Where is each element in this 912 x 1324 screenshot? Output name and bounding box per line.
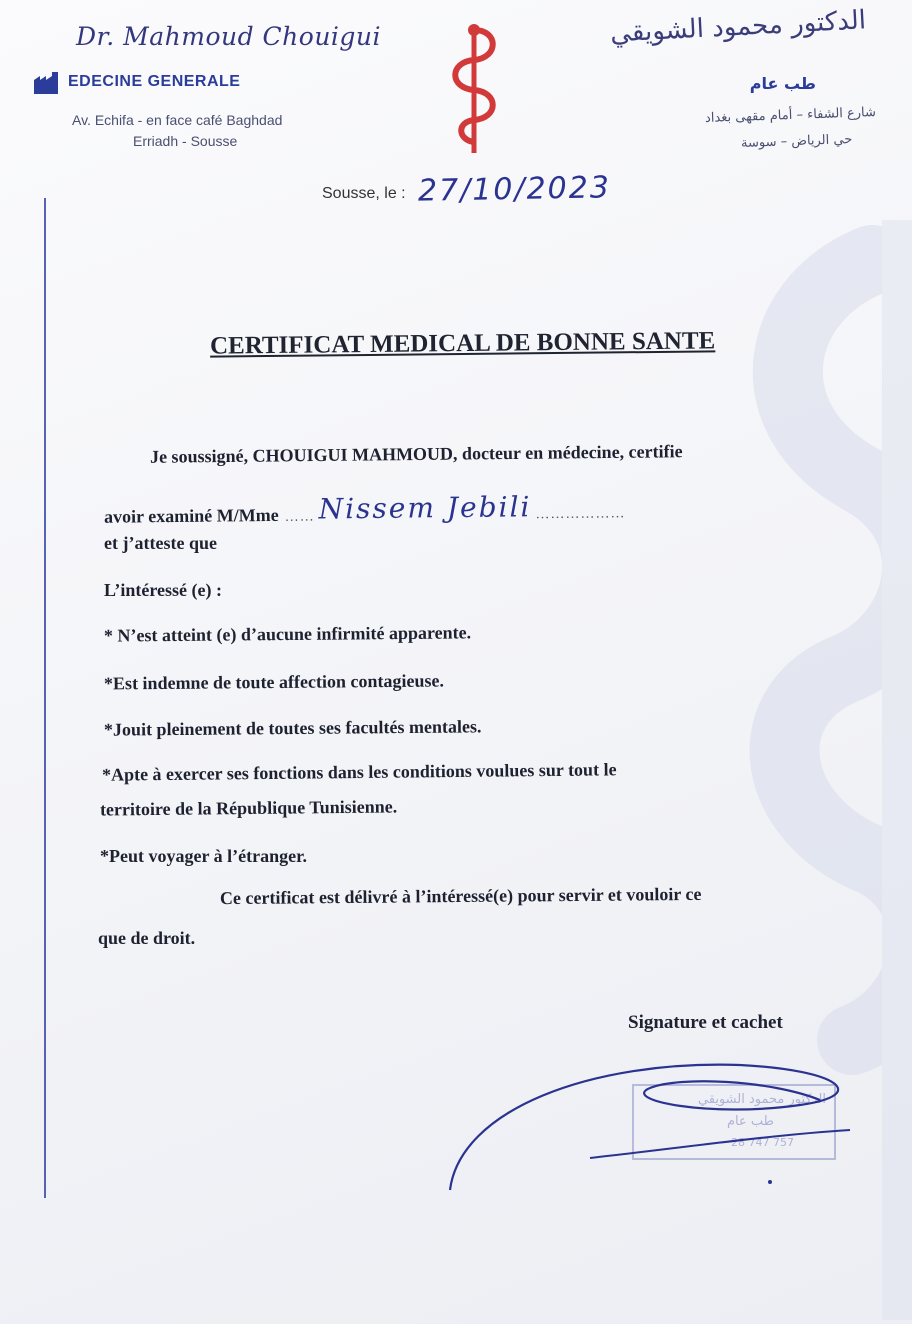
item-fit-work: *Apte à exercer ses fonctions dans les conditions voulues sur tout le <box>101 759 617 785</box>
caduceus-icon <box>444 18 504 158</box>
doctor-name: Dr. Mahmoud Chouigui <box>76 22 382 51</box>
stamp-line-1: الدكتور محمود الشويقي <box>697 1092 826 1107</box>
arabic-address-line-2: حي الرياض – سوسة <box>740 132 853 151</box>
date-label: Sousse, le : <box>322 185 406 202</box>
dots-before: …… <box>284 509 315 525</box>
stamp-line-2: طب عام <box>726 1114 774 1129</box>
arabic-specialty: طب عام <box>749 74 816 93</box>
closing-line-1: Ce certificat est délivré à l’intéressé(e) pour servir et vouloir ce <box>219 883 702 909</box>
item-can-travel: *Peut voyager à l’étranger. <box>100 846 307 866</box>
address-line-2: Erriadh - Sousse <box>133 133 238 149</box>
address-line-1: Av. Echifa - en face café Baghdad <box>72 112 283 128</box>
date-row <box>322 172 611 207</box>
certificate-title: CERTIFICAT MEDICAL DE BONNE SANTE <box>209 327 716 360</box>
date-value: 27/10/2023 <box>417 170 611 209</box>
closing-line-2: que de droit. <box>98 928 196 948</box>
attest-text: et j’atteste que <box>104 533 217 553</box>
arabic-address-line-1: شارع الشفاء – أمام مقهى بغداد <box>704 105 877 126</box>
item-mental-faculties: *Jouit pleinement de toutes ses facultés mentales. <box>103 716 482 740</box>
margin-line <box>44 198 46 1198</box>
intro-text: Je soussigné, CHOUIGUI MAHMOUD, docteur en médecine, certifie <box>149 441 683 467</box>
item-fit-work-cont: territoire de la République Tunisienne. <box>99 796 398 820</box>
examined-row <box>104 489 626 527</box>
clinic-logo-icon <box>32 70 64 94</box>
arabic-doctor-name: الدكتور محمود الشويقي <box>609 5 867 49</box>
specialty: EDECINE GENERALE <box>68 73 241 90</box>
handwritten-signature <box>440 1040 880 1200</box>
item-no-infirmity: * N’est atteint (e) d’aucune infirmité apparente. <box>103 622 472 646</box>
patient-name: Nissem Jebili <box>318 490 532 526</box>
dots-after: ……………… <box>535 506 626 523</box>
stamp-line-3: 28 747 757 <box>731 1136 794 1149</box>
specialty-row <box>32 70 240 94</box>
signature-label: Signature et cachet <box>628 1012 783 1033</box>
item-not-contagious: *Est indemne de toute affection contagieuse. <box>103 670 445 694</box>
interested-label: L’intéressé (e) : <box>104 580 222 600</box>
examined-label: avoir examiné M/Mme <box>103 504 279 527</box>
